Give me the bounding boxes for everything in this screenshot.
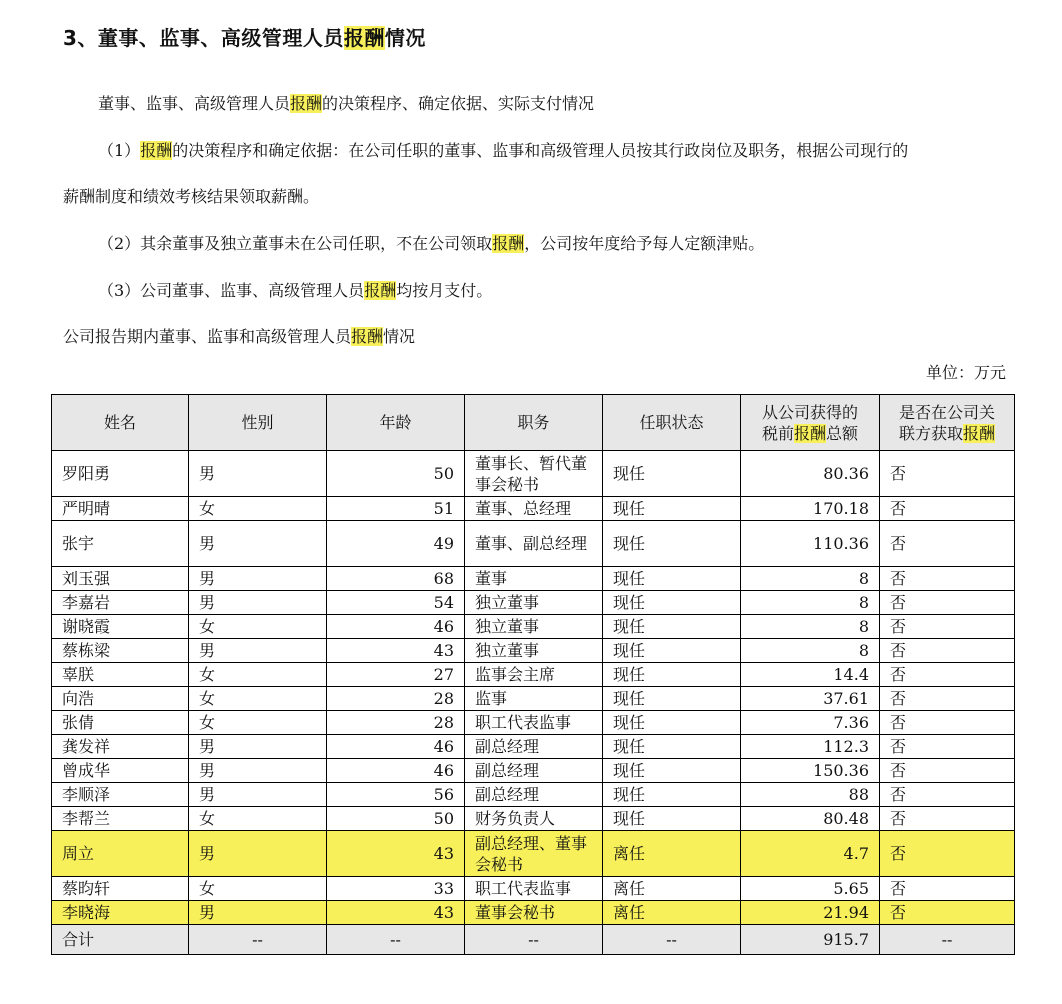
cell-related: 否 xyxy=(880,735,1015,759)
table-row xyxy=(52,783,1015,807)
cell-status: 现任 xyxy=(603,639,741,663)
cell-position: 独立董事 xyxy=(465,615,603,639)
cell-age: 50 xyxy=(327,451,465,497)
cell-name: 严明晴 xyxy=(52,497,189,521)
highlight: 报酬 xyxy=(351,327,384,346)
cell-related: 否 xyxy=(880,497,1015,521)
cell-age: 46 xyxy=(327,735,465,759)
cell-related: 否 xyxy=(880,567,1015,591)
cell-gender: 男 xyxy=(189,521,327,567)
text: 从公司获得的 xyxy=(761,402,858,422)
cell-related: 否 xyxy=(880,783,1015,807)
cell-age: 43 xyxy=(327,831,465,877)
cell-pay: 14.4 xyxy=(741,663,880,687)
cell-status: 现任 xyxy=(603,711,741,735)
cell-position: 职工代表监事 xyxy=(465,711,603,735)
cell-pay: 150.36 xyxy=(741,759,880,783)
cell-related: 否 xyxy=(880,687,1015,711)
heading-highlight: 报酬 xyxy=(343,26,385,50)
cell-position: 副总经理、董事会秘书 xyxy=(465,831,603,877)
total-related: -- xyxy=(880,925,1015,955)
cell-position: 副总经理 xyxy=(465,759,603,783)
cell-name: 蔡昀轩 xyxy=(52,877,189,901)
text: （1） xyxy=(98,141,141,160)
table-row xyxy=(52,687,1015,711)
cell-name: 张宇 xyxy=(52,521,189,567)
cell-related: 否 xyxy=(880,831,1015,877)
table-row xyxy=(52,831,1015,877)
cell-gender: 女 xyxy=(189,663,327,687)
cell-position: 职工代表监事 xyxy=(465,877,603,901)
table-row xyxy=(52,711,1015,735)
section-heading xyxy=(63,22,426,51)
cell-gender: 男 xyxy=(189,567,327,591)
paragraph-item-2 xyxy=(98,231,764,254)
cell-pay: 8 xyxy=(741,567,880,591)
cell-pay: 8 xyxy=(741,591,880,615)
highlight: 报酬 xyxy=(364,281,397,300)
highlight: 报酬 xyxy=(793,423,826,443)
cell-pay: 4.7 xyxy=(741,831,880,877)
cell-name: 刘玉强 xyxy=(52,567,189,591)
cell-status: 现任 xyxy=(603,663,741,687)
cell-age: 51 xyxy=(327,497,465,521)
heading-text-end: 情况 xyxy=(384,26,426,50)
table-row xyxy=(52,567,1015,591)
cell-name: 向浩 xyxy=(52,687,189,711)
cell-related: 否 xyxy=(880,901,1015,925)
cell-age: 46 xyxy=(327,759,465,783)
cell-position: 副总经理 xyxy=(465,783,603,807)
cell-position: 监事 xyxy=(465,687,603,711)
text: 董事、监事、高级管理人员 xyxy=(98,94,291,113)
cell-status: 现任 xyxy=(603,567,741,591)
header-gender: 性别 xyxy=(189,395,327,451)
cell-gender: 男 xyxy=(189,831,327,877)
cell-pay: 37.61 xyxy=(741,687,880,711)
table-caption xyxy=(63,324,415,347)
cell-age: 50 xyxy=(327,807,465,831)
cell-status: 现任 xyxy=(603,807,741,831)
cell-age: 28 xyxy=(327,711,465,735)
cell-pay: 88 xyxy=(741,783,880,807)
cell-name: 谢晓霞 xyxy=(52,615,189,639)
text: 的决策程序和确定依据：在公司任职的董事、监事和高级管理人员按其行政岗位及职务，根据公司现行的 xyxy=(172,141,909,160)
header-position: 职务 xyxy=(465,395,603,451)
total-position: -- xyxy=(465,925,603,955)
cell-gender: 男 xyxy=(189,735,327,759)
paragraph-item-3 xyxy=(98,278,492,301)
cell-related: 否 xyxy=(880,591,1015,615)
cell-gender: 女 xyxy=(189,497,327,521)
cell-status: 离任 xyxy=(603,877,741,901)
cell-status: 现任 xyxy=(603,497,741,521)
highlight: 报酬 xyxy=(492,234,525,253)
highlight: 报酬 xyxy=(290,94,323,113)
table-row xyxy=(52,591,1015,615)
total-gender: -- xyxy=(189,925,327,955)
cell-position: 董事长、暂代董事会秘书 xyxy=(465,451,603,497)
header-related xyxy=(880,395,1015,451)
cell-related: 否 xyxy=(880,711,1015,735)
cell-status: 离任 xyxy=(603,831,741,877)
cell-gender: 女 xyxy=(189,687,327,711)
cell-name: 李嘉岩 xyxy=(52,591,189,615)
cell-gender: 男 xyxy=(189,759,327,783)
table-row xyxy=(52,877,1015,901)
cell-name: 蔡栋梁 xyxy=(52,639,189,663)
cell-pay: 110.36 xyxy=(741,521,880,567)
text: （2）其余董事及独立董事未在公司任职，不在公司领取 xyxy=(98,234,493,253)
cell-pay: 7.36 xyxy=(741,711,880,735)
cell-related: 否 xyxy=(880,663,1015,687)
cell-gender: 女 xyxy=(189,711,327,735)
cell-related: 否 xyxy=(880,521,1015,567)
cell-gender: 女 xyxy=(189,877,327,901)
total-label: 合计 xyxy=(52,925,189,955)
table-row xyxy=(52,735,1015,759)
table-row xyxy=(52,497,1015,521)
text: 联方获取 xyxy=(898,423,963,443)
cell-pay: 5.65 xyxy=(741,877,880,901)
table-total-row xyxy=(52,925,1015,955)
cell-position: 监事会主席 xyxy=(465,663,603,687)
cell-gender: 女 xyxy=(189,615,327,639)
cell-name: 李顺泽 xyxy=(52,783,189,807)
cell-status: 现任 xyxy=(603,591,741,615)
cell-status: 现任 xyxy=(603,735,741,759)
cell-pay: 21.94 xyxy=(741,901,880,925)
header-status: 任职状态 xyxy=(603,395,741,451)
paragraph-item-1-cont: 薪酬制度和绩效考核结果领取薪酬。 xyxy=(63,187,320,206)
cell-age: 54 xyxy=(327,591,465,615)
text: 的决策程序、确定依据、实际支付情况 xyxy=(322,94,595,113)
cell-position: 董事、总经理 xyxy=(465,497,603,521)
cell-position: 独立董事 xyxy=(465,591,603,615)
cell-gender: 男 xyxy=(189,451,327,497)
cell-gender: 男 xyxy=(189,639,327,663)
cell-name: 辜朕 xyxy=(52,663,189,687)
cell-position: 独立董事 xyxy=(465,639,603,663)
cell-age: 43 xyxy=(327,639,465,663)
cell-gender: 女 xyxy=(189,807,327,831)
cell-status: 离任 xyxy=(603,901,741,925)
text: 总额 xyxy=(826,423,859,443)
table-row xyxy=(52,615,1015,639)
cell-status: 现任 xyxy=(603,687,741,711)
header-pay xyxy=(741,395,880,451)
cell-position: 董事会秘书 xyxy=(465,901,603,925)
cell-name: 龚发祥 xyxy=(52,735,189,759)
cell-position: 董事 xyxy=(465,567,603,591)
cell-pay: 112.3 xyxy=(741,735,880,759)
cell-status: 现任 xyxy=(603,759,741,783)
cell-related: 否 xyxy=(880,451,1015,497)
text: 均按月支付。 xyxy=(396,281,493,300)
header-age: 年龄 xyxy=(327,395,465,451)
highlight: 报酬 xyxy=(963,423,996,443)
cell-name: 罗阳勇 xyxy=(52,451,189,497)
cell-gender: 男 xyxy=(189,591,327,615)
cell-age: 68 xyxy=(327,567,465,591)
cell-name: 周立 xyxy=(52,831,189,877)
total-age: -- xyxy=(327,925,465,955)
cell-related: 否 xyxy=(880,639,1015,663)
unit-label: 单位：万元 xyxy=(925,363,1006,382)
cell-name: 曾成华 xyxy=(52,759,189,783)
table-header-row xyxy=(52,395,1015,451)
cell-pay: 170.18 xyxy=(741,497,880,521)
table-row xyxy=(52,521,1015,567)
cell-status: 现任 xyxy=(603,783,741,807)
cell-name: 李帮兰 xyxy=(52,807,189,831)
cell-position: 财务负责人 xyxy=(465,807,603,831)
cell-pay: 8 xyxy=(741,615,880,639)
cell-pay: 8 xyxy=(741,639,880,663)
cell-related: 否 xyxy=(880,615,1015,639)
cell-age: 28 xyxy=(327,687,465,711)
table-body xyxy=(52,451,1015,925)
cell-age: 46 xyxy=(327,615,465,639)
cell-name: 李晓海 xyxy=(52,901,189,925)
cell-gender: 男 xyxy=(189,783,327,807)
highlight: 报酬 xyxy=(140,141,173,160)
cell-pay: 80.36 xyxy=(741,451,880,497)
cell-status: 现任 xyxy=(603,615,741,639)
text: （3）公司董事、监事、高级管理人员 xyxy=(98,281,365,300)
cell-related: 否 xyxy=(880,877,1015,901)
table-row xyxy=(52,451,1015,497)
cell-gender: 男 xyxy=(189,901,327,925)
text: ，公司按年度给予每人定额津贴。 xyxy=(524,234,765,253)
text: 税前 xyxy=(761,423,794,443)
total-pay: 915.7 xyxy=(741,925,880,955)
cell-related: 否 xyxy=(880,759,1015,783)
compensation-table xyxy=(51,394,1015,955)
text: 公司报告期内董事、监事和高级管理人员 xyxy=(63,327,352,346)
cell-status: 现任 xyxy=(603,451,741,497)
cell-pay: 80.48 xyxy=(741,807,880,831)
cell-name: 张倩 xyxy=(52,711,189,735)
heading-text: 3、董事、监事、高级管理人员 xyxy=(63,26,344,50)
cell-related: 否 xyxy=(880,807,1015,831)
table-row xyxy=(52,663,1015,687)
table-row xyxy=(52,807,1015,831)
cell-age: 49 xyxy=(327,521,465,567)
cell-position: 董事、副总经理 xyxy=(465,521,603,567)
table-row xyxy=(52,759,1015,783)
text: 是否在公司关 xyxy=(898,402,995,422)
cell-age: 43 xyxy=(327,901,465,925)
total-status: -- xyxy=(603,925,741,955)
table-row xyxy=(52,901,1015,925)
paragraph-item-1 xyxy=(98,138,908,161)
table-row xyxy=(52,639,1015,663)
cell-age: 27 xyxy=(327,663,465,687)
cell-position: 副总经理 xyxy=(465,735,603,759)
cell-age: 33 xyxy=(327,877,465,901)
cell-age: 56 xyxy=(327,783,465,807)
text: 情况 xyxy=(383,327,416,346)
paragraph-decision-title xyxy=(98,91,594,114)
header-name: 姓名 xyxy=(52,395,189,451)
cell-status: 现任 xyxy=(603,521,741,567)
